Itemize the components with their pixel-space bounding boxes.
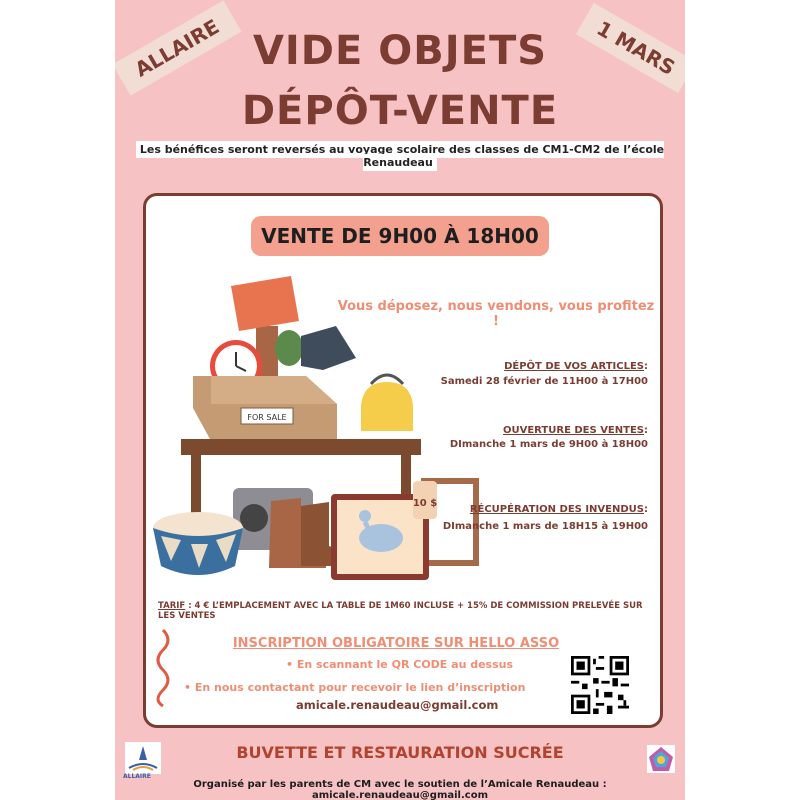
recovery-heading-suffix: : <box>644 504 648 515</box>
subtitle <box>115 143 685 169</box>
tagline: Vous déposez, nous vendons, vous profitez ! <box>337 299 655 329</box>
poster-title-line2: DÉPÔT-VENTE <box>241 88 559 134</box>
inscription-title: INSCRIPTION OBLIGATOIRE SUR HELLO ASSO <box>232 636 560 651</box>
recovery-value: DImanche 1 mars de 18H15 à 19H00 <box>442 521 648 532</box>
subtitle-text: Les bénéfices seront reversés au voyage scolaire des classes de CM1-CM2 de l’école Renaudeau <box>136 141 664 171</box>
info-card <box>143 193 663 728</box>
footer-credit: Organisé par les parents de CM avec le soutien de l’Amicale Renaudeau : amicale.renaudeau@gmail.com <box>193 779 607 800</box>
deposit-value: Samedi 28 février de 11H00 à 17H00 <box>440 376 648 387</box>
date-ribbon: 1 MARS <box>576 3 685 93</box>
contact-bullet: • En nous contactant pour recevoir le lien d’inscription <box>184 681 526 694</box>
buvette-heading: BUVETTE ET RESTAURATION SUCRÉE <box>236 743 564 762</box>
poster <box>115 0 685 800</box>
deposit-heading-text: DÉPÔT DE VOS ARTICLES <box>504 361 644 372</box>
opening-heading-text: OUVERTURE DES VENTES <box>502 425 644 436</box>
opening-value: DImanche 1 mars de 9H00 à 18H00 <box>449 439 648 450</box>
tarif-line <box>158 601 658 621</box>
qr-code-icon[interactable] <box>571 656 629 714</box>
tarif-text: : 4 € L’EMPLACEMENT AVEC LA TABLE DE 1M60 INCLUSE + 15% DE COMMISSION PRELEVÉE SUR LES VENTES <box>158 601 643 621</box>
tarif-label: TARIF <box>158 601 186 611</box>
price-tag: 10 $ <box>412 498 438 509</box>
poster-title-line1: VIDE OBJETS <box>252 28 548 74</box>
allaire-logo-text: ALLAIRE <box>123 773 151 780</box>
recovery-heading <box>470 504 648 515</box>
sale-time-badge: VENTE DE 9H00 À 18H00 <box>251 216 549 256</box>
qr-bullet: • En scannant le QR CODE au dessus <box>286 658 514 671</box>
deposit-heading <box>504 361 648 372</box>
recovery-heading-text: RÉCUPÉRATION DES INVENDUS <box>469 504 644 515</box>
contact-email[interactable]: amicale.renaudeau@gmail.com <box>296 698 499 712</box>
opening-heading <box>503 425 648 436</box>
town-ribbon: ALLAIRE <box>115 0 241 95</box>
opening-heading-suffix: : <box>644 425 648 436</box>
for-sale-label: FOR SALE <box>247 413 287 422</box>
squiggle-decoration <box>151 628 175 708</box>
deposit-heading-suffix: : <box>644 361 648 372</box>
